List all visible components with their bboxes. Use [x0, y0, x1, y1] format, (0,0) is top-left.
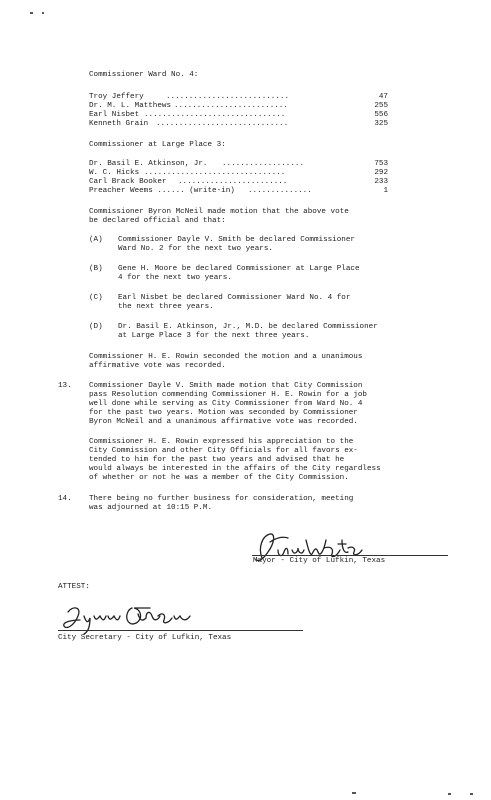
- item13-line: Commissioner Dayle V. Smith made motion that City Commission: [89, 382, 363, 390]
- vote-count: 753: [374, 160, 388, 168]
- item13-line: tended to him for the past two years and advised that he: [89, 456, 345, 464]
- candidate-name: Kenneth Grain: [89, 120, 149, 128]
- candidate-name: Dr. M. L. Matthews: [89, 102, 172, 110]
- scan-speck: [470, 793, 473, 795]
- scan-speck: [42, 12, 44, 14]
- scan-speck: [30, 12, 33, 14]
- leader-dots: ...............................: [144, 111, 286, 119]
- motion-item-label: (D): [89, 323, 103, 331]
- candidate-name: Preacher Weems ...... (write-in): [89, 187, 235, 195]
- place3-heading: Commissioner at Large Place 3:: [89, 141, 226, 149]
- leader-dots: ...............................: [144, 169, 286, 177]
- vote-count: 255: [374, 102, 388, 110]
- motion-item-label: (B): [89, 265, 103, 273]
- candidate-name: Troy Jeffery: [89, 93, 144, 101]
- motion-item-line: Dr. Basil E. Atkinson, Jr., M.D. be declared Commissioner: [118, 323, 378, 331]
- motion-item-line: Gene H. Moore be declared Commissioner at Large Place: [118, 265, 360, 273]
- vote-count: 233: [374, 178, 388, 186]
- scan-speck: [352, 792, 356, 794]
- motion-item-line: Ward No. 2 for the next two years.: [118, 245, 273, 253]
- item13-line: Byron McNeil and a unanimous affirmative vote was recorded.: [89, 418, 358, 426]
- item13-line: well done while serving as City Commissioner from Ward No. 4: [89, 400, 363, 408]
- vote-count: 556: [374, 111, 388, 119]
- leader-dots: .........................: [174, 102, 288, 110]
- vote-count: 47: [378, 93, 388, 101]
- item13-line: for the past two years. Motion was seconded by Commissioner: [89, 409, 358, 417]
- motion-intro-line: Commissioner Byron McNeil made motion that the above vote: [89, 208, 349, 216]
- motion-intro-line: be declared official and that:: [89, 217, 226, 225]
- secretary-title: City Secretary - City of Lufkin, Texas: [58, 634, 232, 642]
- motion-item-line: Earl Nisbet be declared Commissioner Ward No. 4 for: [118, 294, 351, 302]
- motion-item-line: the next three years.: [118, 303, 214, 311]
- motion-item-label: (A): [89, 236, 103, 244]
- candidate-name: Dr. Basil E. Atkinson, Jr.: [89, 160, 208, 168]
- leader-dots: .............................: [156, 120, 289, 128]
- ward4-heading: Commissioner Ward No. 4:: [89, 71, 199, 79]
- item13-line: Commissioner H. E. Rowin expressed his appreciation to the: [89, 438, 354, 446]
- candidate-name: Carl Brack Booker: [89, 178, 167, 186]
- secretary-signature-line: [58, 630, 303, 631]
- second-paragraph-line: affirmative vote was recorded.: [89, 362, 226, 370]
- item13-line: of whether or not he was a member of the City Commission.: [89, 474, 349, 482]
- leader-dots: ...........................: [166, 93, 290, 101]
- mayor-signature-line: [252, 555, 448, 556]
- vote-count: 1: [383, 187, 388, 195]
- attest-label: ATTEST:: [58, 583, 90, 591]
- motion-item-line: Commissioner Dayle V. Smith be declared Commissioner: [118, 236, 355, 244]
- leader-dots: ..............: [248, 187, 312, 195]
- secretary-signature: [58, 598, 208, 638]
- leader-dots: ..................: [222, 160, 305, 168]
- candidate-name: Earl Nisbet: [89, 111, 140, 119]
- vote-count: 325: [374, 120, 388, 128]
- item13-line: City Commission and other City Officials for all favors ex-: [89, 447, 358, 455]
- vote-count: 292: [374, 169, 388, 177]
- second-paragraph-line: Commissioner H. E. Rowin seconded the motion and a unanimous: [89, 353, 363, 361]
- motion-item-label: (C): [89, 294, 103, 302]
- scan-speck: [448, 793, 451, 795]
- motion-item-line: at Large Place 3 for the next three years.: [118, 332, 310, 340]
- motion-item-line: 4 for the next two years.: [118, 274, 232, 282]
- leader-dots: ........................: [178, 178, 288, 186]
- item-number: 14.: [58, 495, 72, 503]
- item13-line: pass Resolution commending Commissioner H. E. Rowin for a job: [89, 391, 367, 399]
- mayor-title: Mayor - City of Lufkin, Texas: [253, 557, 386, 565]
- item14-line: There being no further business for consideration, meeting: [89, 495, 354, 503]
- candidate-name: W. C. Hicks: [89, 169, 140, 177]
- item13-line: would always be interested in the affairs of the City regardless: [89, 465, 381, 473]
- item-number: 13.: [58, 382, 72, 390]
- item14-line: was adjourned at 10:15 P.M.: [89, 504, 213, 512]
